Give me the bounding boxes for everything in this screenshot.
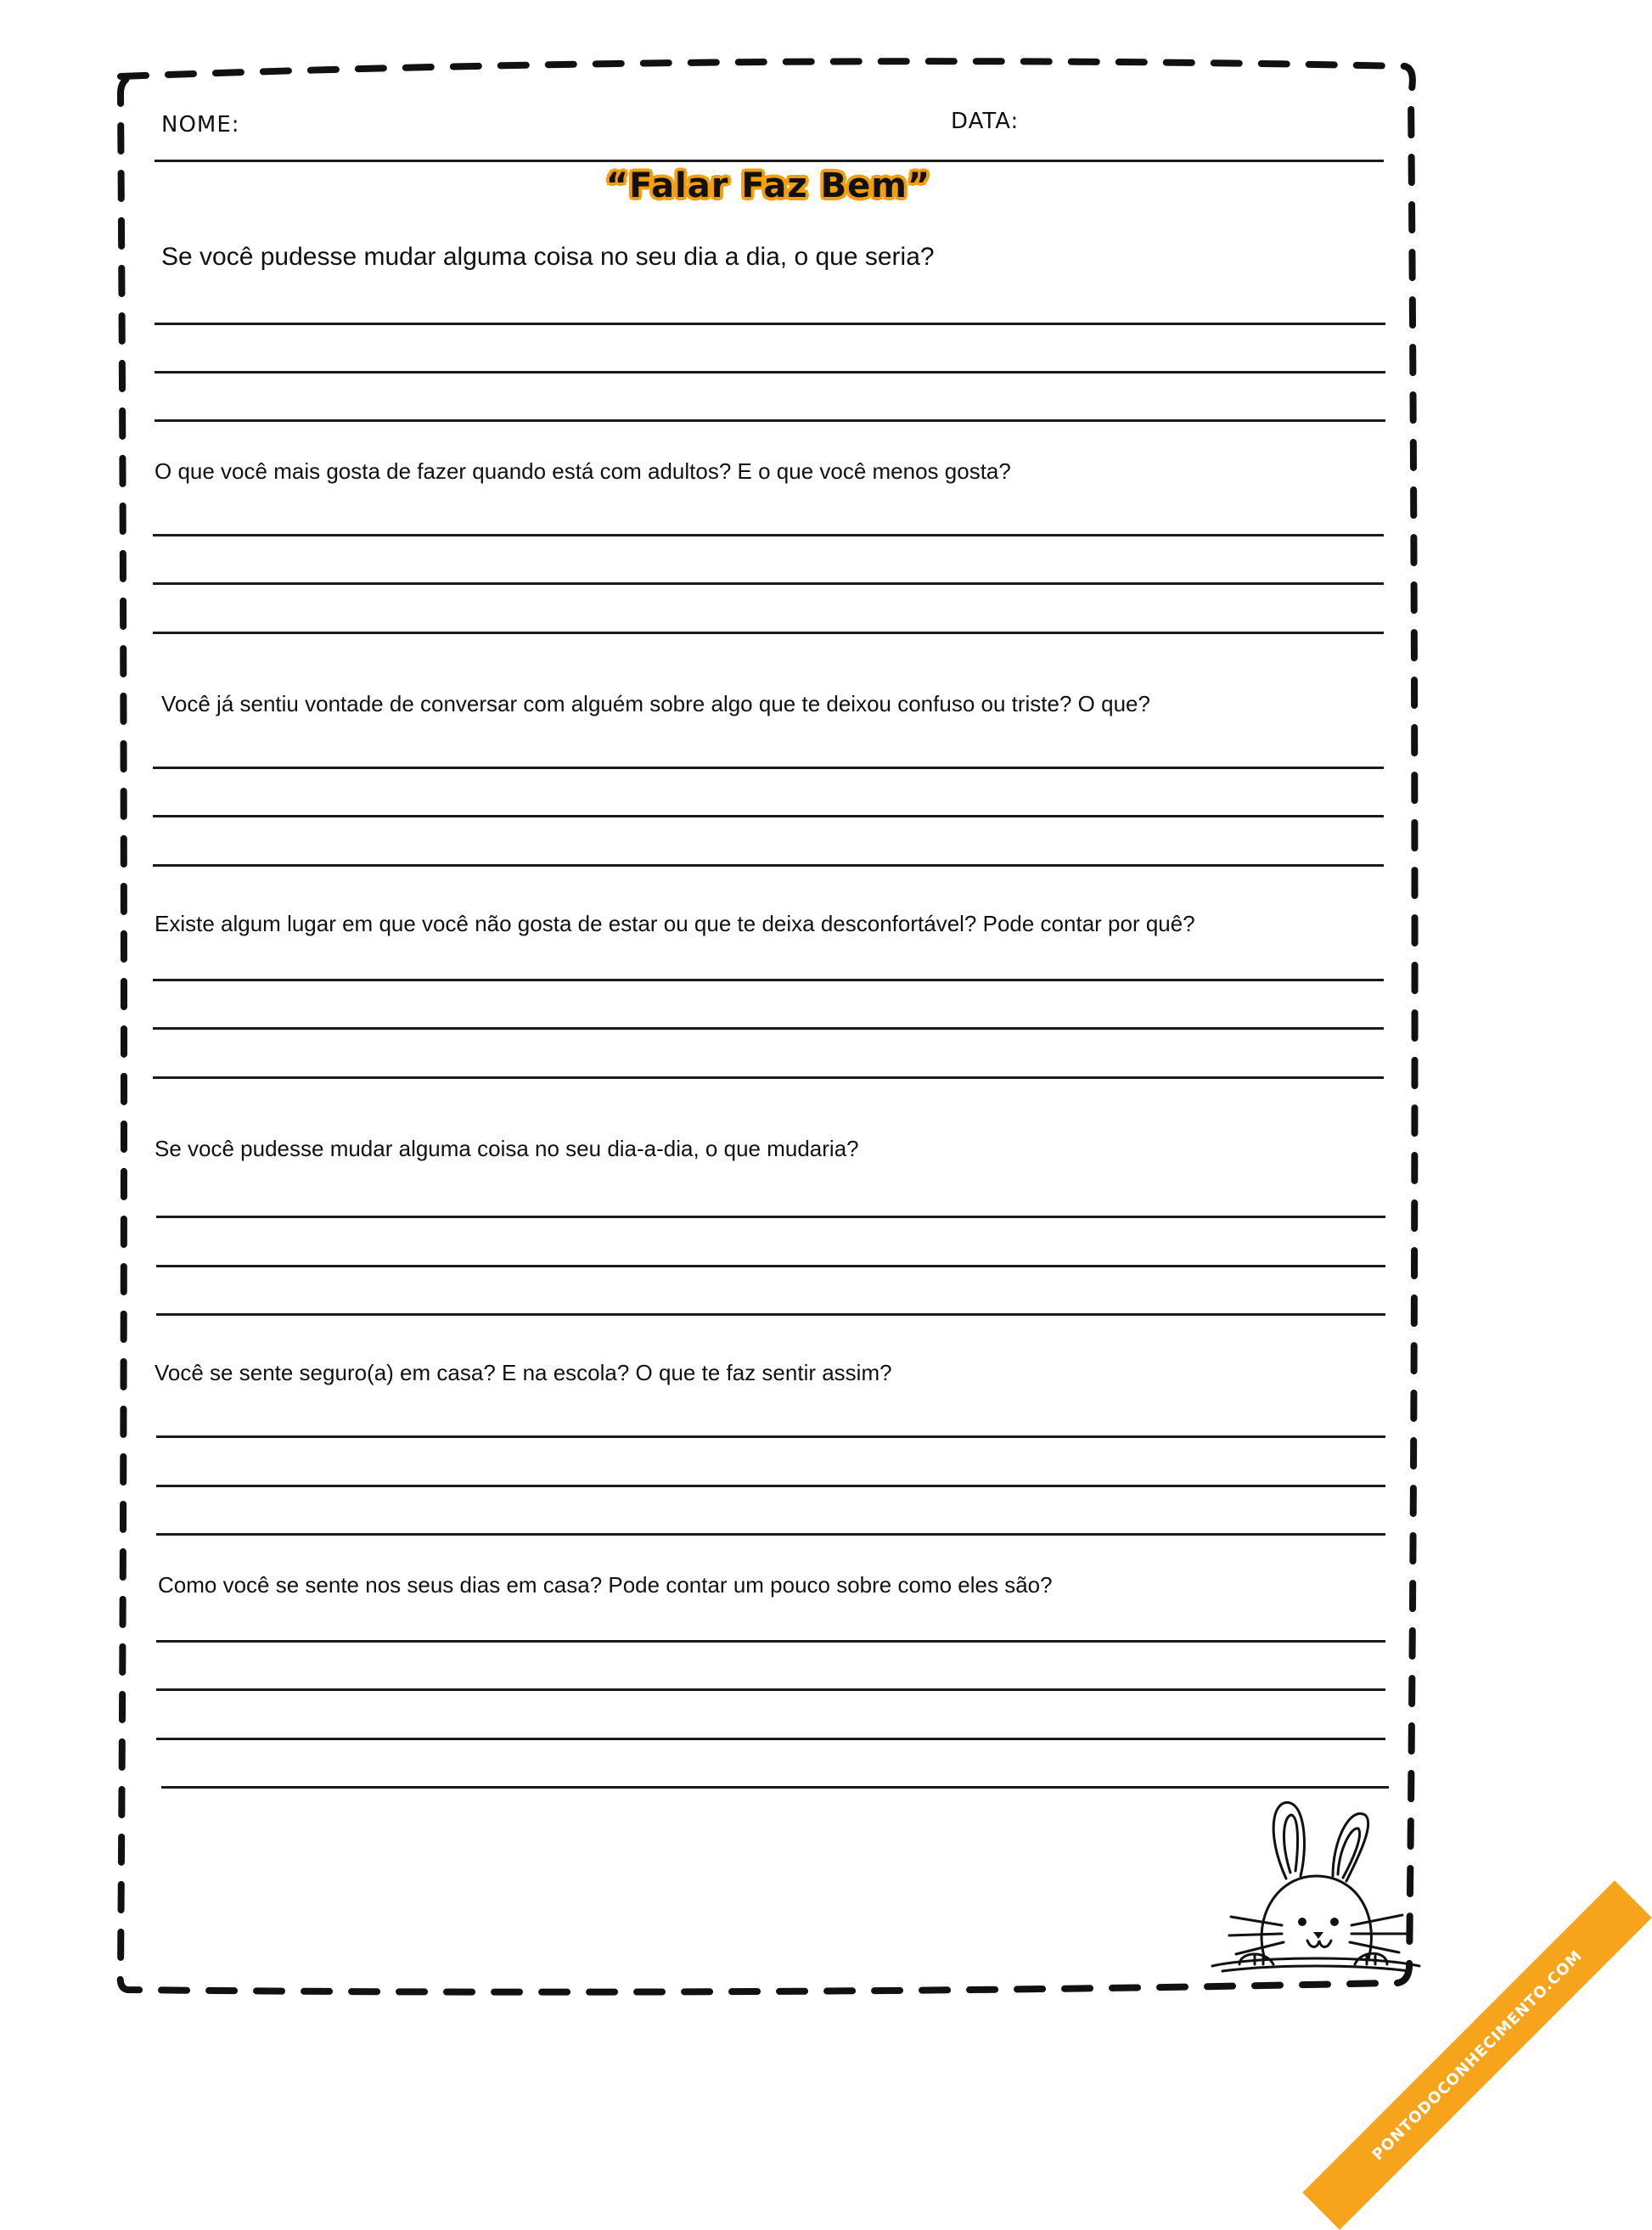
answer-line <box>156 1216 1385 1218</box>
page-title: “Falar Faz Bem” <box>605 166 931 205</box>
answer-line <box>161 1786 1389 1789</box>
answer-line <box>156 1533 1385 1536</box>
question-4: Existe algum lugar em que você não gosta de estar ou que te deixa desconfortável? Pode contar por quê? <box>155 911 1195 936</box>
question-1: Se você pudesse mudar alguma coisa no seu dia a dia, o que seria? <box>161 243 935 271</box>
answer-line <box>153 979 1384 981</box>
answer-line <box>153 534 1384 536</box>
question-6: Você se sente seguro(a) em casa? E na escola? O que te faz sentir assim? <box>155 1360 892 1385</box>
answer-line <box>156 1738 1385 1740</box>
question-7: Como você se sente nos seus dias em casa? Pode contar um pouco sobre como eles são? <box>158 1572 1053 1598</box>
bunny-icon <box>1205 1798 1426 1993</box>
question-3: Você já sentiu vontade de conversar com alguém sobre algo que te deixou confuso ou triste? O que? <box>161 691 1150 716</box>
answer-line <box>155 323 1385 325</box>
answer-line <box>156 1265 1385 1267</box>
answer-line <box>156 1640 1385 1643</box>
answer-line <box>156 1435 1385 1438</box>
answer-line <box>153 1027 1384 1030</box>
answer-line <box>153 815 1384 817</box>
date-label: DATA: <box>951 109 1020 134</box>
answer-line <box>156 1688 1385 1691</box>
watermark-text: PONTODOCONHECIMENTO.COM <box>1368 1946 1586 2164</box>
answer-line <box>153 767 1384 769</box>
question-2: O que você mais gosta de fazer quando está com adultos? E o que você menos gosta? <box>155 458 1011 484</box>
answer-line <box>155 419 1385 422</box>
answer-line <box>156 1313 1385 1316</box>
name-label: NOME: <box>161 112 240 138</box>
answer-line <box>153 632 1384 634</box>
answer-line <box>155 371 1385 374</box>
answer-line <box>153 864 1384 867</box>
question-5: Se você pudesse mudar alguma coisa no seu dia-a-dia, o que mudaria? <box>155 1136 859 1161</box>
answer-line <box>153 582 1384 585</box>
answer-line <box>153 1076 1384 1079</box>
header-rule <box>155 160 1384 162</box>
answer-line <box>156 1485 1385 1487</box>
